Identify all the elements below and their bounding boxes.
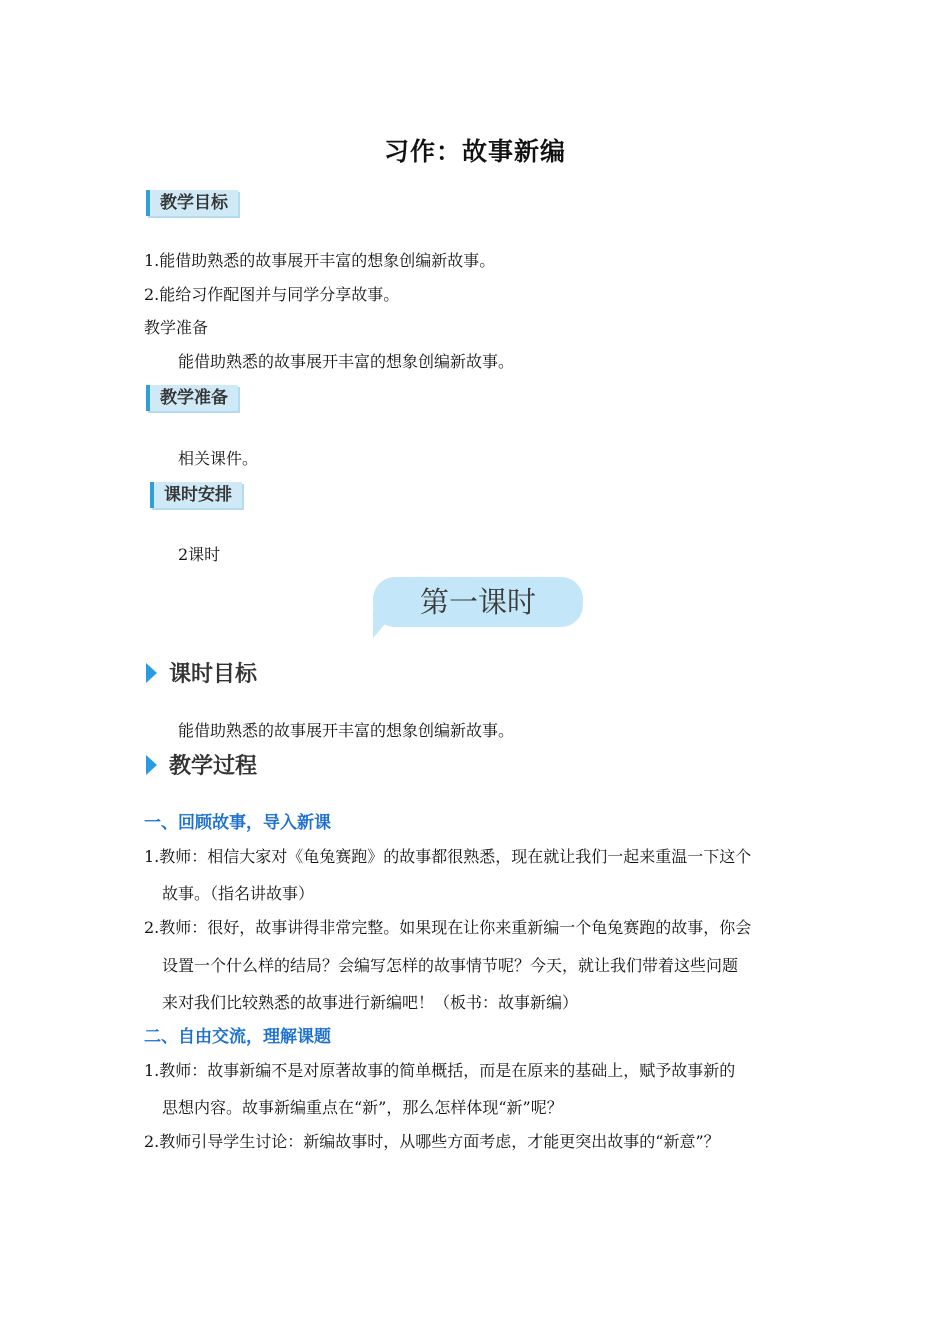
- hours-text: 2课时: [178, 545, 221, 564]
- part1-item2-line1: 2.教师：很好，故事讲得非常完整。如果现在让你来重新编一个龟兔赛跑的故事，你会: [144, 918, 752, 937]
- goal-item-2: 2.能给习作配图并与同学分享故事。: [144, 285, 400, 304]
- lesson-goal-text: 能借助熟悉的故事展开丰富的想象创编新故事。: [178, 721, 515, 740]
- part2-item1-line1: 1.教师：故事新编不是对原著故事的简单概括，而是在原来的基础上，赋予故事新的: [144, 1061, 736, 1080]
- lesson-goal-heading: [146, 657, 257, 688]
- prep-text: 能借助熟悉的故事展开丰富的想象创编新故事。: [178, 352, 515, 371]
- part2-item2-line1: 2.教师引导学生讨论：新编故事时，从哪些方面考虑，才能更突出故事的“新意”？: [144, 1132, 720, 1151]
- part1-item2-line2: 设置一个什么样的结局？会编写怎样的故事情节呢？今天，就让我们带着这些问题: [162, 956, 739, 975]
- goal-item-1: 1.能借助熟悉的故事展开丰富的想象创编新故事。: [144, 251, 496, 270]
- part2-item1-line2: 思想内容。故事新编重点在“新”，那么怎样体现“新”呢？: [162, 1098, 563, 1117]
- part1-item2-line3: 来对我们比较熟悉的故事进行新编吧！（板书：故事新编）: [162, 993, 579, 1012]
- part1-heading: 一、回顾故事，导入新课: [144, 813, 331, 833]
- lesson-goal-heading-label: 课时目标: [169, 662, 258, 687]
- prep-label: 教学准备: [144, 318, 209, 337]
- page-title: 习作：故事新编: [383, 137, 566, 166]
- tag-schedule: 课时安排: [150, 482, 242, 508]
- lesson-banner-text: 第一课时: [419, 585, 536, 619]
- chevron-right-icon: [146, 663, 157, 683]
- tag-teaching-goals: 教学目标: [146, 190, 238, 216]
- process-heading: [146, 749, 257, 780]
- part1-item1-line2: 故事。（指名讲故事）: [162, 884, 315, 903]
- tag-teaching-prep: 教学准备: [146, 385, 238, 411]
- part1-item1-line1: 1.教师：相信大家对《龟兔赛跑》的故事都很熟悉，现在就让我们一起来重温一下这个: [144, 847, 752, 866]
- materials-text: 相关课件。: [178, 449, 259, 468]
- process-heading-label: 教学过程: [169, 754, 258, 779]
- part2-heading: 二、自由交流，理解课题: [144, 1027, 331, 1047]
- chevron-right-icon: [146, 755, 157, 775]
